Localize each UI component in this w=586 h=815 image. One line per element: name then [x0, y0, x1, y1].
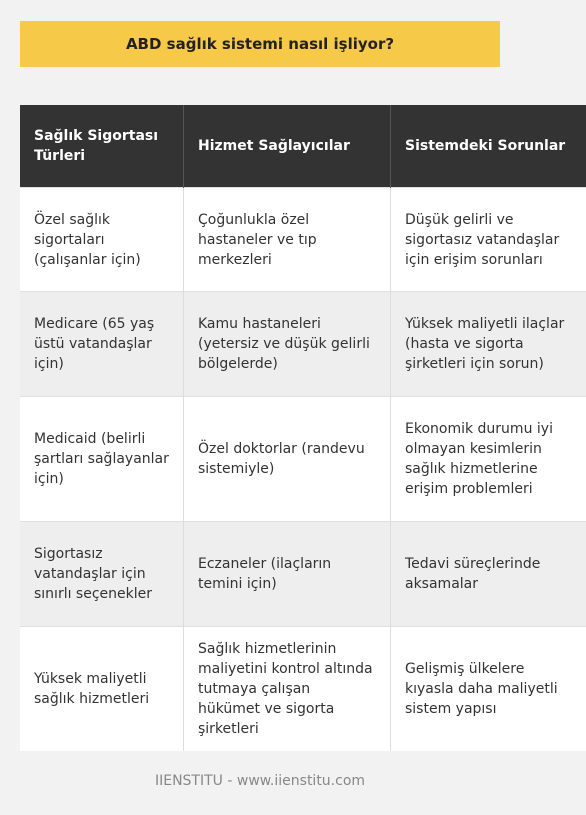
table-cell: Sigortasız vatandaşlar için sınırlı seçenekler	[20, 522, 184, 627]
comparison-table	[20, 105, 586, 751]
table-row	[20, 397, 586, 522]
column-header-insurance-types: Sağlık Sigortası Türleri	[20, 105, 184, 188]
table-cell: Medicare (65 yaş üstü vatandaşlar için)	[20, 292, 184, 397]
table-row	[20, 522, 586, 627]
table-cell: Düşük gelirli ve sigortasız vatandaşlar için erişim sorunları	[391, 188, 586, 292]
table-header-row	[20, 105, 586, 188]
table-cell: Eczaneler (ilaçların temini için)	[184, 522, 391, 627]
table-cell: Özel sağlık sigortaları (çalışanlar için)	[20, 188, 184, 292]
page-title: ABD sağlık sistemi nasıl işliyor?	[20, 21, 500, 67]
column-header-problems: Sistemdeki Sorunlar	[391, 105, 586, 188]
table-cell: Yüksek maliyetli ilaçlar (hasta ve sigorta şirketleri için sorun)	[391, 292, 586, 397]
table-cell: Gelişmiş ülkelere kıyasla daha maliyetli sistem yapısı	[391, 627, 586, 751]
table-cell: Sağlık hizmetlerinin maliyetini kontrol altında tutmaya çalışan hükümet ve sigorta şirketleri	[184, 627, 391, 751]
table-cell: Tedavi süreçlerinde aksamalar	[391, 522, 586, 627]
table-row	[20, 627, 586, 751]
table-row	[20, 292, 586, 397]
table-cell: Medicaid (belirli şartları sağlayanlar için)	[20, 397, 184, 522]
table-cell: Ekonomik durumu iyi olmayan kesimlerin sağlık hizmetlerine erişim problemleri	[391, 397, 586, 522]
column-header-providers: Hizmet Sağlayıcılar	[184, 105, 391, 188]
footer-credit: IIENSTITU - www.iienstitu.com	[154, 773, 366, 789]
table-cell: Çoğunlukla özel hastaneler ve tıp merkezleri	[184, 188, 391, 292]
table-cell: Özel doktorlar (randevu sistemiyle)	[184, 397, 391, 522]
table-cell: Yüksek maliyetli sağlık hizmetleri	[20, 627, 184, 751]
table-cell: Kamu hastaneleri (yetersiz ve düşük gelirli bölgelerde)	[184, 292, 391, 397]
table-row	[20, 188, 586, 292]
